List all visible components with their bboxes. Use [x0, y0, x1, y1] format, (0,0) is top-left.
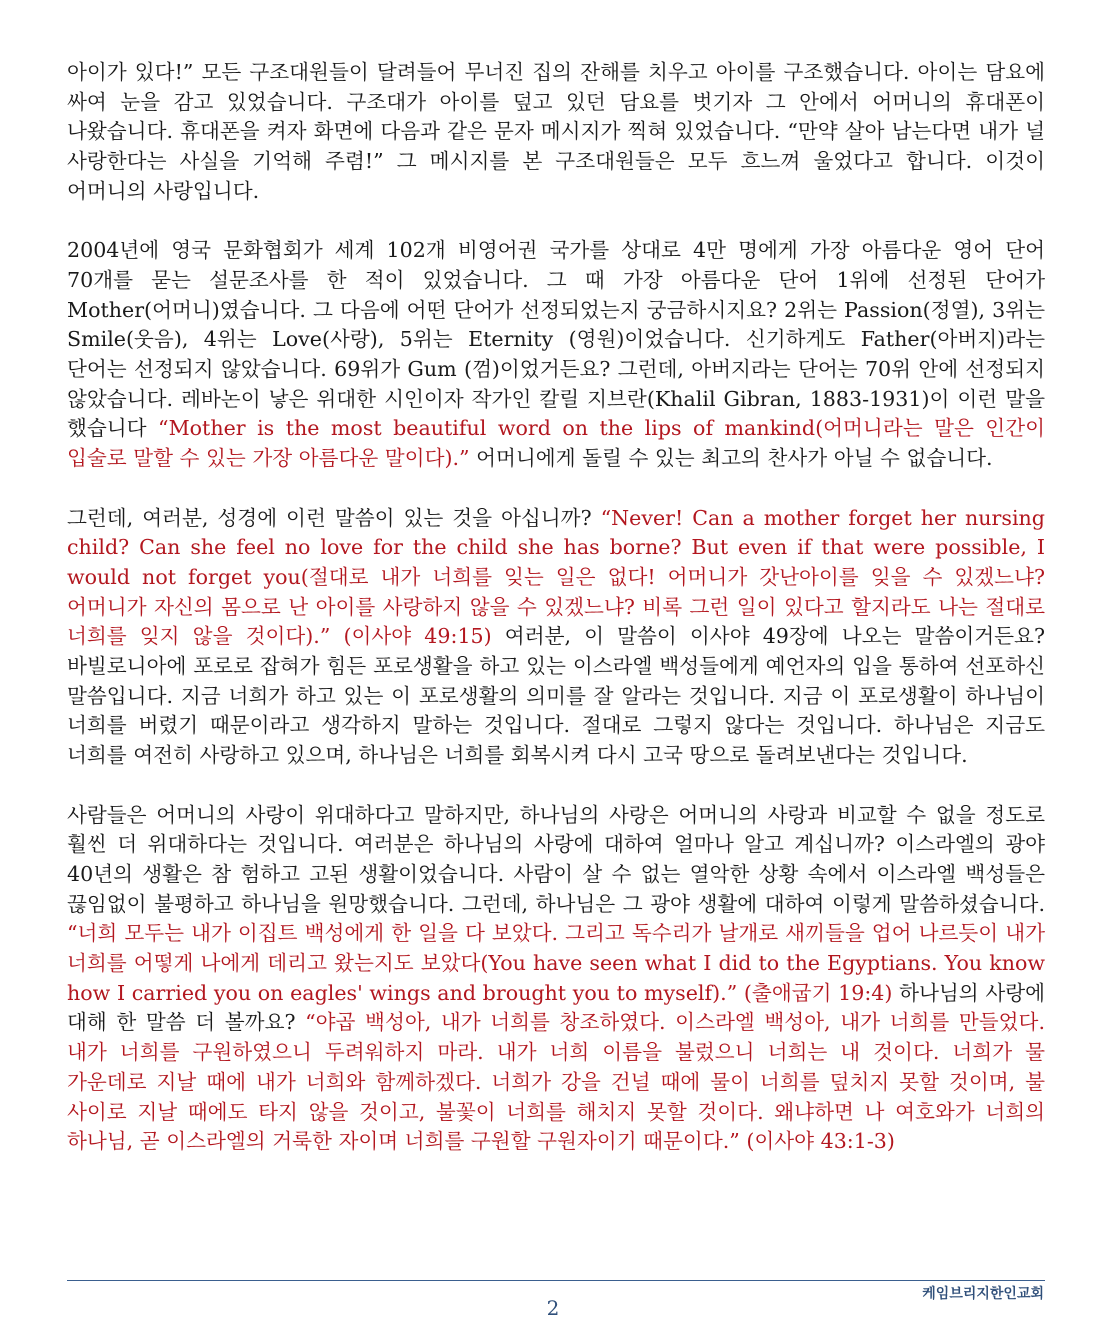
paragraph-text: 사람들은 어머니의 사랑이 위대하다고 말하지만, 하나님의 사랑은 어머니의 사랑과 비교할 수 없을 정도로 훨씬 더 위대하다는 것입니다. 여러분은 하나님의 사랑에 대하여 얼마나 알고 계십니까? 이스라엘의 광야 40년의 생활은 참 험하고 고된 생활이었습니다. 사람이 살 수 없는 열악한 상황 속에서 이스라엘 백성들은 끊임없이 불평하고 하나님을 원망했습니다. 그런데, 하나님은 그 광야 생활에 대하여 이렇게 말씀하셨습니다.: [67, 802, 1045, 916]
page-number: 2: [546, 1296, 560, 1320]
quote-text: “너희 모두는 내가 이집트 백성에게 한 일을 다 보았다. 그리고 독수리가 날개로 새끼들을 업어 나르듯이 내가 너희를 어떻게 나에게 데리고 왔는지도 보았다(You have seen what I did to the Egyptians. You know how I carried you on eagles' wings and brought you to myself).” (출애굽기 19:4): [67, 921, 1045, 1005]
paragraph-text: 어머니에게 돌릴 수 있는 최고의 찬사가 아닐 수 없습니다.: [469, 446, 993, 471]
paragraph-1: [67, 58, 1045, 207]
paragraph-text: 2004년에 영국 문화협회가 세계 102개 비영어권 국가를 상대로 4만 명에게 가장 아름다운 영어 단어 70개를 묻는 설문조사를 한 적이 있었습니다. 그 때 가장 아름다운 단어 1위에 선정된 단어가 Mother(어머니)였습니다. 그 다음에 어떤 단어가 선정되었는지 궁금하시지요? 2위는 Passion(정열), 3위는 Smile(웃음), 4위는 Love(사랑), 5위는 Eternity (영원)이었습니다. 신기하게도 Father(아버지)라는 단어는 선정되지 않았습니다. 69위가 Gum (껌)이었거든요? 그런데, 아버지라는 단어는 70위 안에 선정되지 않았습니다. 레바논이 낳은 위대한 시인이자 작가인 칼릴 지브란(Khalil Gibran, 1883-1931)이 이런 말을 했습니다: [67, 238, 1045, 441]
paragraph-2: [67, 236, 1045, 474]
quote-text: “야곱 백성아, 내가 너희를 창조하였다. 이스라엘 백성아, 내가 너희를 만들었다. 내가 너희를 구원하였으니 두려워하지 마라. 내가 너희 이름을 불렀으니 너희는 내 것이다. 너희가 물 가운데로 지날 때에 내가 너희와 함께하겠다. 너희가 강을 건널 때에 물이 너희를 덮치지 못할 것이며, 불 사이로 지날 때에도 타지 않을 것이고, 불꽃이 너희를 해치지 못할 것이다. 왜냐하면 나 여호와가 너희의 하나님, 곧 이스라엘의 거룩한 자이며 너희를 구원할 구원자이기 때문이다.” (이사야 43:1-3): [67, 1010, 1045, 1154]
paragraph-text: 그런데, 여러분, 성경에 이런 말씀이 있는 것을 아십니까?: [67, 505, 601, 530]
paragraph-text: 아이가 있다!” 모든 구조대원들이 달려들어 무너진 집의 잔해를 치우고 아이를 구조했습니다. 아이는 담요에 싸여 눈을 감고 있었습니다. 구조대가 아이를 덮고 있던 담요를 벗기자 그 안에서 어머니의 휴대폰이 나왔습니다. 휴대폰을 켜자 화면에 다음과 같은 문자 메시지가 찍혀 있었습니다. “만약 살아 남는다면 내가 널 사랑한다는 사실을 기억해 주렴!” 그 메시지를 본 구조대원들은 모두 흐느껴 울었다고 합니다. 이것이 어머니의 사랑입니다.: [67, 60, 1045, 203]
footer-divider: [67, 1280, 1045, 1281]
quote-text: “Never! Can a mother forget her nursing child? Can she feel no love for the child she has borne? But even if that were possible, I would not forget you(절대로 내가 너희를 잊는 일은 없다! 어머니가 갓난아이를 잊을 수 있겠느냐? 어머니가 자신의 몸으로 난 아이를 사랑하지 않을 수 있겠느냐? 비록 그런 일이 있다고 할지라도 나는 절대로 너희를 잊지 않을 것이다).” (이사야 49:15): [67, 505, 1045, 649]
paragraph-3: [67, 504, 1045, 771]
church-name: 케임브리지한인교회: [922, 1286, 1044, 1302]
paragraph-text: 하나님의 사랑에 대해 한 말씀 더 볼까요?: [67, 980, 1045, 1035]
document-body: [67, 58, 1045, 1187]
quote-text: “Mother is the most beautiful word on the lips of mankind(어머니라는 말은 인간이 입술로 말할 수 있는 가장 아름다운 말이다).”: [67, 416, 1045, 471]
paragraph-4: [67, 801, 1045, 1157]
paragraph-text: 여러분, 이 말씀이 이사야 49장에 나오는 말씀이거든요? 바빌로니아에 포로로 잡혀가 힘든 포로생활을 하고 있는 이스라엘 백성들에게 예언자의 입을 통하여 선포하신 말씀입니다. 지금 너희가 하고 있는 이 포로생활의 의미를 잘 알라는 것입니다. 지금 이 포로생활이 하나님이 너희를 버렸기 때문이라고 생각하지 말하는 것입니다. 절대로 그렇지 않다는 것입니다. 하나님은 지금도 너희를 여전히 사랑하고 있으며, 하나님은 너희를 회복시켜 다시 고국 땅으로 돌려보낸다는 것입니다.: [67, 624, 1045, 768]
